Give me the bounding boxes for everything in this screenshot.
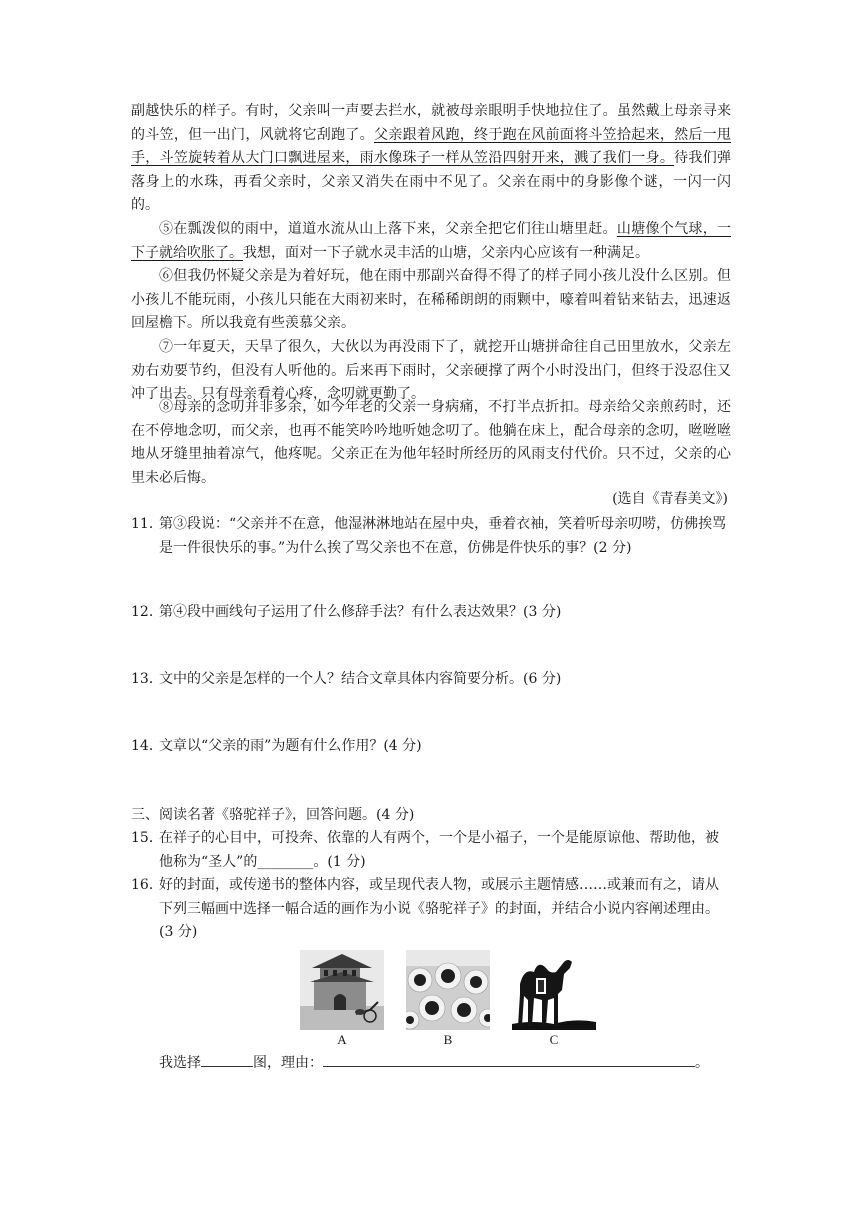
- picture-c-camel: [512, 950, 596, 1030]
- paragraph-text: ⑤在瓢泼似的雨中，道道水流从山上落下来，父亲全把它们往山塘里赶。: [159, 221, 617, 237]
- question-number: 16．: [131, 877, 163, 893]
- choice-blank[interactable]: [201, 1052, 253, 1067]
- question-number: 12．: [131, 604, 163, 620]
- caption-c: C: [549, 1032, 559, 1047]
- question-text: 好的封面，或传递书的整体内容，或呈现代表人物，或展示主题情感……或兼而有之，请从下列三幅画中选择一幅合适的画作为小说《骆驼祥子》的封面，并结合小说内容阐述理由。(3 分): [159, 877, 719, 941]
- picture-b-sunflowers: [406, 950, 490, 1030]
- underlined-sentence: 山塘像个气球，一下子就给吹胀了。: [131, 221, 731, 261]
- cover-options: [300, 950, 600, 1050]
- question-text: 文章以“父亲的雨”为题有什么作用？(4 分): [159, 738, 422, 754]
- question-text: 第④段中画线句子运用了什么修辞手法？有什么表达效果？(3 分): [159, 604, 562, 620]
- question-text: 文中的父亲是怎样的一个人？结合文章具体内容简要分析。(6 分): [159, 671, 562, 687]
- answer-prefix: 我选择: [159, 1055, 201, 1071]
- picture-a-city-gate: [300, 950, 384, 1030]
- question-12: [131, 601, 731, 625]
- passage-paragraph-8: ⑧母亲的念叨并非多余，如今年老的父亲一身病痛，不打半点折扣。母亲给父亲煎药时，还在不停地念叨，而父亲，也再不能笑吟吟地听她念叨了。他躺在床上，配合母亲的念叨，咝咝咝地从牙缝里抽着凉气，他疼呢。父亲正在为他年轻时所经历的风雨支付代价。只不过，父亲的心里未必后悔。: [131, 399, 731, 486]
- question-16: [131, 874, 731, 945]
- question-number: 15．: [131, 830, 163, 846]
- question-13: [131, 668, 731, 692]
- question-number: 11．: [131, 516, 163, 532]
- question-number: 13．: [131, 671, 163, 687]
- question-14: [131, 735, 731, 759]
- underlined-sentence: 父亲跟着风跑，终于跑在风前面将斗笠拾起来，然后一甩手，斗笠旋转着从大门口飘进屋来，雨水像珠子一样从笠沿四射开来，溅了我们一身。: [131, 126, 732, 167]
- question-number: 14．: [131, 738, 163, 754]
- passage-paragraph-continued: [131, 100, 731, 218]
- answer-line: [159, 1052, 709, 1075]
- paragraph-text: 副越快乐的样子。有时，父亲叫一声要去拦水，就被母亲眼明手快地拉住了。虽然戴上母亲寻来的斗笠，但一出门，风就将它刮跑了。: [131, 103, 731, 143]
- question-11: [131, 513, 731, 560]
- question-text: 第③段说：“父亲并不在意，他湿淋淋地站在屋中央，垂着衣袖，笑着听母亲叨唠，仿佛挨骂是一件很快乐的事。”为什么挨了骂父亲也不在意，仿佛是件快乐的事？(2 分): [159, 516, 727, 556]
- caption-b: B: [443, 1032, 453, 1047]
- answer-end: 。: [695, 1055, 709, 1071]
- answer-mid: 图，理由：: [253, 1055, 323, 1071]
- question-15: [131, 827, 731, 874]
- passage-paragraph-6: ⑥但我仍怀疑父亲是为着好玩，他在雨中那副兴奋得不得了的样子同小孩儿没什么区别。但小孩儿不能玩雨，小孩儿只能在大雨初来时，在稀稀朗朗的雨颗中，嚎着叫着钻来钻去，迅速返回屋檐下。所以我竟有些羡慕父亲。: [131, 268, 731, 332]
- paragraph-text: 我想，面对一下子就水灵丰活的山塘，父亲内心应该有一种满足。: [243, 244, 649, 261]
- passage-paragraph-7: ⑦一年夏天，天旱了很久，大伙以为再没雨下了，就挖开山塘拼命往自己田里放水，父亲左劝右劝要节约，但没有人听他的。后来再下雨时，父亲硬撑了两个小时没出门，但终于没忍住又冲了出去。只有母亲看着心疼，念叨就更勤了。: [131, 339, 731, 403]
- passage-paragraph-5: [131, 218, 731, 265]
- caption-a: A: [337, 1032, 347, 1047]
- paragraph-text: 待我们弹落身上的水珠，再看父亲时，父亲又消失在雨中不见了。父亲在雨中的身影像个谜，一闪一闪的。: [131, 150, 732, 214]
- question-text: 在祥子的心目中，可投奔、依靠的人有两个，一个是小福子，一个是能原谅他、帮助他，被他称为“圣人”的________。(1 分): [159, 830, 719, 870]
- passage-source: (选自《青春美文》): [612, 491, 728, 507]
- reason-blank[interactable]: [323, 1052, 695, 1067]
- section-3-title: 三、阅读名著《骆驼祥子》，回答问题。(4 分): [131, 807, 415, 823]
